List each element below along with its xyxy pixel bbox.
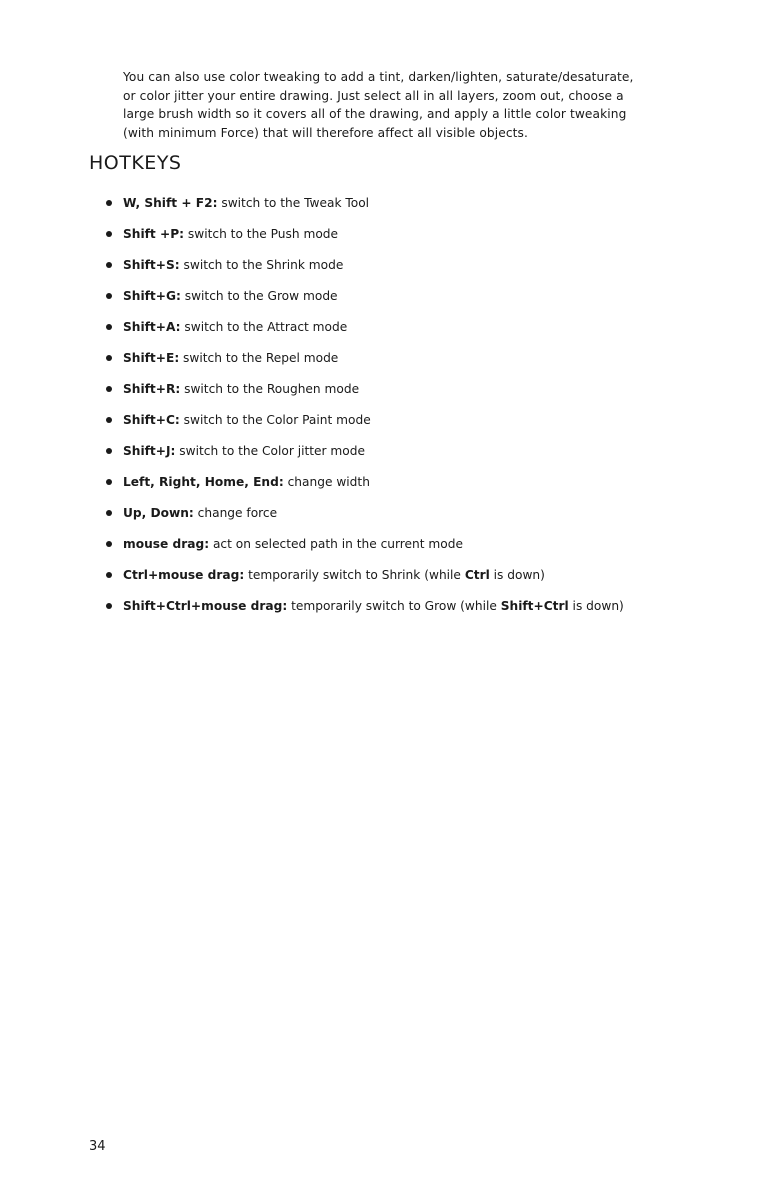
hotkey-description: switch to the Repel mode — [179, 351, 339, 365]
hotkey-inline-key: Ctrl — [464, 568, 490, 582]
hotkey-description: switch to the Grow mode — [180, 289, 338, 303]
hotkey-key: Shift+S — [123, 258, 175, 272]
hotkey-description: switch to the Tweak Tool — [217, 196, 370, 210]
hotkey-key: mouse drag — [123, 537, 205, 551]
hotkey-key: Ctrl+mouse drag — [123, 568, 240, 582]
hotkey-separator: : — [204, 537, 210, 551]
hotkey-key: W, Shift + F2 — [123, 196, 213, 210]
hotkey-separator: : — [175, 289, 181, 303]
list-item — [106, 442, 365, 460]
hotkey-description: switch to the Color Paint mode — [179, 413, 371, 427]
hotkey-separator: : — [239, 568, 245, 582]
hotkey-separator: : — [170, 444, 176, 458]
list-item — [106, 597, 624, 615]
hotkey-key: Shift+E — [123, 351, 175, 365]
hotkey-separator: : — [174, 413, 180, 427]
intro-line: large brush width so it covers all of the drawing, and apply a little color tweaking — [123, 107, 627, 121]
list-item — [106, 194, 369, 212]
hotkey-description: temporarily switch to Shrink (while — [244, 568, 465, 582]
list-item — [106, 473, 370, 491]
section-heading: HOTKEYS — [89, 152, 182, 174]
bullet-icon — [106, 603, 112, 609]
hotkey-separator: : — [188, 506, 194, 520]
hotkey-description: switch to the Attract mode — [180, 320, 348, 334]
hotkey-description: change force — [193, 506, 278, 520]
hotkey-separator: : — [278, 475, 284, 489]
hotkey-separator: : — [174, 258, 180, 272]
bullet-icon — [106, 448, 112, 454]
hotkey-description-tail: is down) — [568, 599, 624, 613]
hotkey-separator: : — [212, 196, 218, 210]
hotkey-key: Shift+J — [123, 444, 171, 458]
list-item — [106, 504, 277, 522]
intro-line: You can also use color tweaking to add a tint, darken/lighten, saturate/desaturate, — [123, 70, 634, 84]
list-item — [106, 287, 338, 305]
page-number: 34 — [89, 1139, 106, 1154]
hotkey-separator: : — [179, 227, 185, 241]
list-item — [106, 411, 371, 429]
list-item — [106, 256, 343, 274]
hotkey-key: Shift+C — [123, 413, 175, 427]
hotkey-separator: : — [282, 599, 288, 613]
hotkey-description: switch to the Shrink mode — [179, 258, 344, 272]
hotkey-key: Shift+R — [123, 382, 176, 396]
list-item — [106, 380, 359, 398]
hotkey-inline-key: Shift+Ctrl — [500, 599, 569, 613]
bullet-icon — [106, 479, 112, 485]
intro-line: (with minimum Force) that will therefore affect all visible objects. — [123, 125, 528, 140]
bullet-icon — [106, 417, 112, 423]
hotkey-separator: : — [174, 351, 180, 365]
list-item — [106, 225, 338, 243]
bullet-icon — [106, 572, 112, 578]
bullet-icon — [106, 324, 112, 330]
hotkey-key: Shift +P — [123, 227, 180, 241]
bullet-icon — [106, 293, 112, 299]
intro-line: or color jitter your entire drawing. Just select all in all layers, zoom out, choose a — [123, 88, 624, 103]
list-item — [106, 349, 338, 367]
hotkey-separator: : — [175, 382, 181, 396]
list-item — [106, 535, 463, 553]
bullet-icon — [106, 355, 112, 361]
hotkey-separator: : — [175, 320, 181, 334]
bullet-icon — [106, 510, 112, 516]
hotkey-description: act on selected path in the current mode — [209, 537, 463, 551]
hotkey-description: switch to the Roughen mode — [180, 382, 360, 396]
hotkey-description: change width — [283, 475, 370, 489]
list-item — [106, 318, 347, 336]
hotkey-key: Up, Down — [123, 506, 189, 520]
bullet-icon — [106, 262, 112, 268]
bullet-icon — [106, 200, 112, 206]
hotkey-description: switch to the Color jitter mode — [175, 444, 365, 458]
hotkey-key: Left, Right, Home, End — [123, 475, 279, 489]
hotkey-description: switch to the Push mode — [184, 227, 339, 241]
bullet-icon — [106, 231, 112, 237]
hotkey-key: Shift+A — [123, 320, 176, 334]
hotkey-key: Shift+Ctrl+mouse drag — [123, 599, 283, 613]
bullet-icon — [106, 541, 112, 547]
intro-paragraph — [123, 68, 634, 142]
bullet-icon — [106, 386, 112, 392]
hotkey-description-tail: is down) — [489, 568, 545, 582]
list-item — [106, 566, 545, 584]
hotkey-description: temporarily switch to Grow (while — [287, 599, 501, 613]
hotkey-key: Shift+G — [123, 289, 176, 303]
